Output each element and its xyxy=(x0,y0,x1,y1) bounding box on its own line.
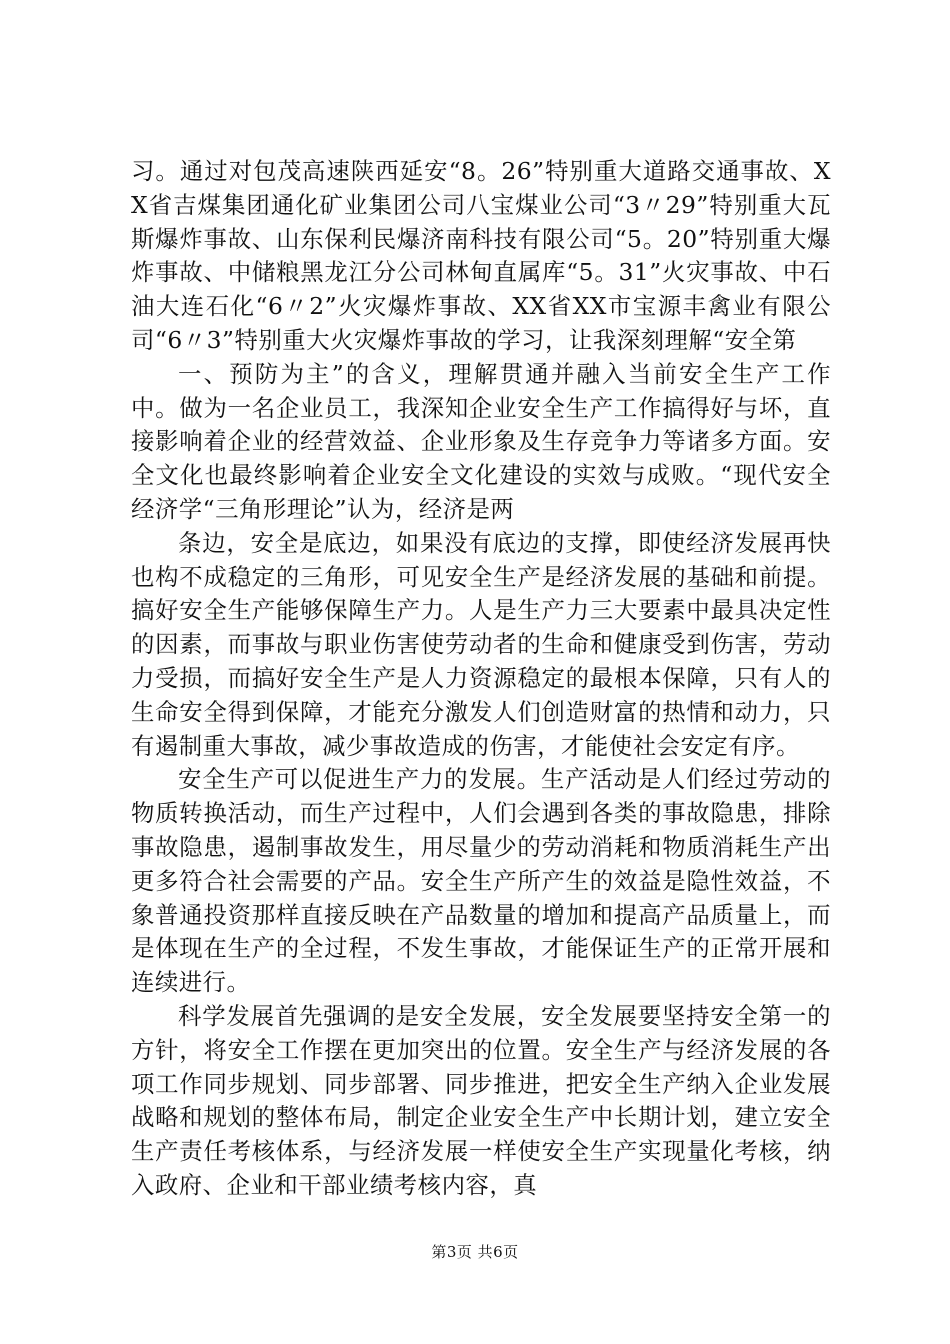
page-number-footer: 第3页 共6页 xyxy=(431,1243,519,1261)
paragraph-1: 习。通过对包茂高速陕西延安“8。26”特别重大道路交通事故、XX省吉煤集团通化矿业集团公司八宝煤业公司“3〃29”特别重大瓦斯爆炸事故、山东保利民爆济南科技有限公司“5。20”特别重大爆炸事故、中储粮黑龙江分公司林甸直属库“5。31”火灾事故、中石油大连石化“6〃2”火灾爆炸事故、XX省XX市宝源丰禽业有限公司“6〃3”特别重大火灾爆炸事故的学习，让我深刻理解“安全第 xyxy=(131,157,831,354)
paragraph-2: 一、预防为主”的含义，理解贯通并融入当前安全生产工作中。做为一名企业员工，我深知企业安全生产工作搞得好与坏，直接影响着企业的经营效益、企业形象及生存竞争力等诸多方面。安全文化也最终影响着企业安全文化建设的实效与成败。“现代安全经济学“三角形理论”认为，经济是两 xyxy=(131,359,831,523)
paragraph-5: 科学发展首先强调的是安全发展，安全发展要坚持安全第一的方针，将安全工作摆在更加突出的位置。安全生产与经济发展的各项工作同步规划、同步部署、同步推进，把安全生产纳入企业发展战略和规划的整体布局，制定企业安全生产中长期计划，建立安全生产责任考核体系，与经济发展一样使安全生产实现量化考核，纳入政府、企业和干部业绩考核内容，真 xyxy=(131,1001,831,1199)
paragraph-4: 安全生产可以促进生产力的发展。生产活动是人们经过劳动的物质转换活动，而生产过程中，人们会遇到各类的事故隐患，排除事故隐患，遏制事故发生，用尽量少的劳动消耗和物质消耗生产出更多符合社会需要的产品。安全生产所产生的效益是隐性效益，不象普通投资那样直接反映在产品数量的增加和提高产品质量上，而是体现在生产的全过程，不发生事故，才能保证生产的正常开展和连续进行。 xyxy=(131,765,831,997)
paragraph-3: 条边，安全是底边，如果没有底边的支撑，即使经济发展再快也构不成稳定的三角形，可见安全生产是经济发展的基础和前提。搞好安全生产能够保障生产力。人是生产力三大要素中最具决定性的因素，而事故与职业伤害使劳动者的生命和健康受到伤害，劳动力受损，而搞好安全生产是人力资源稳定的最根本保障，只有人的生命安全得到保障，才能充分激发人们创造财富的热情和动力，只有遏制重大事故，减少事故造成的伤害，才能使社会安定有序。 xyxy=(131,528,831,760)
document-body xyxy=(131,155,831,1203)
